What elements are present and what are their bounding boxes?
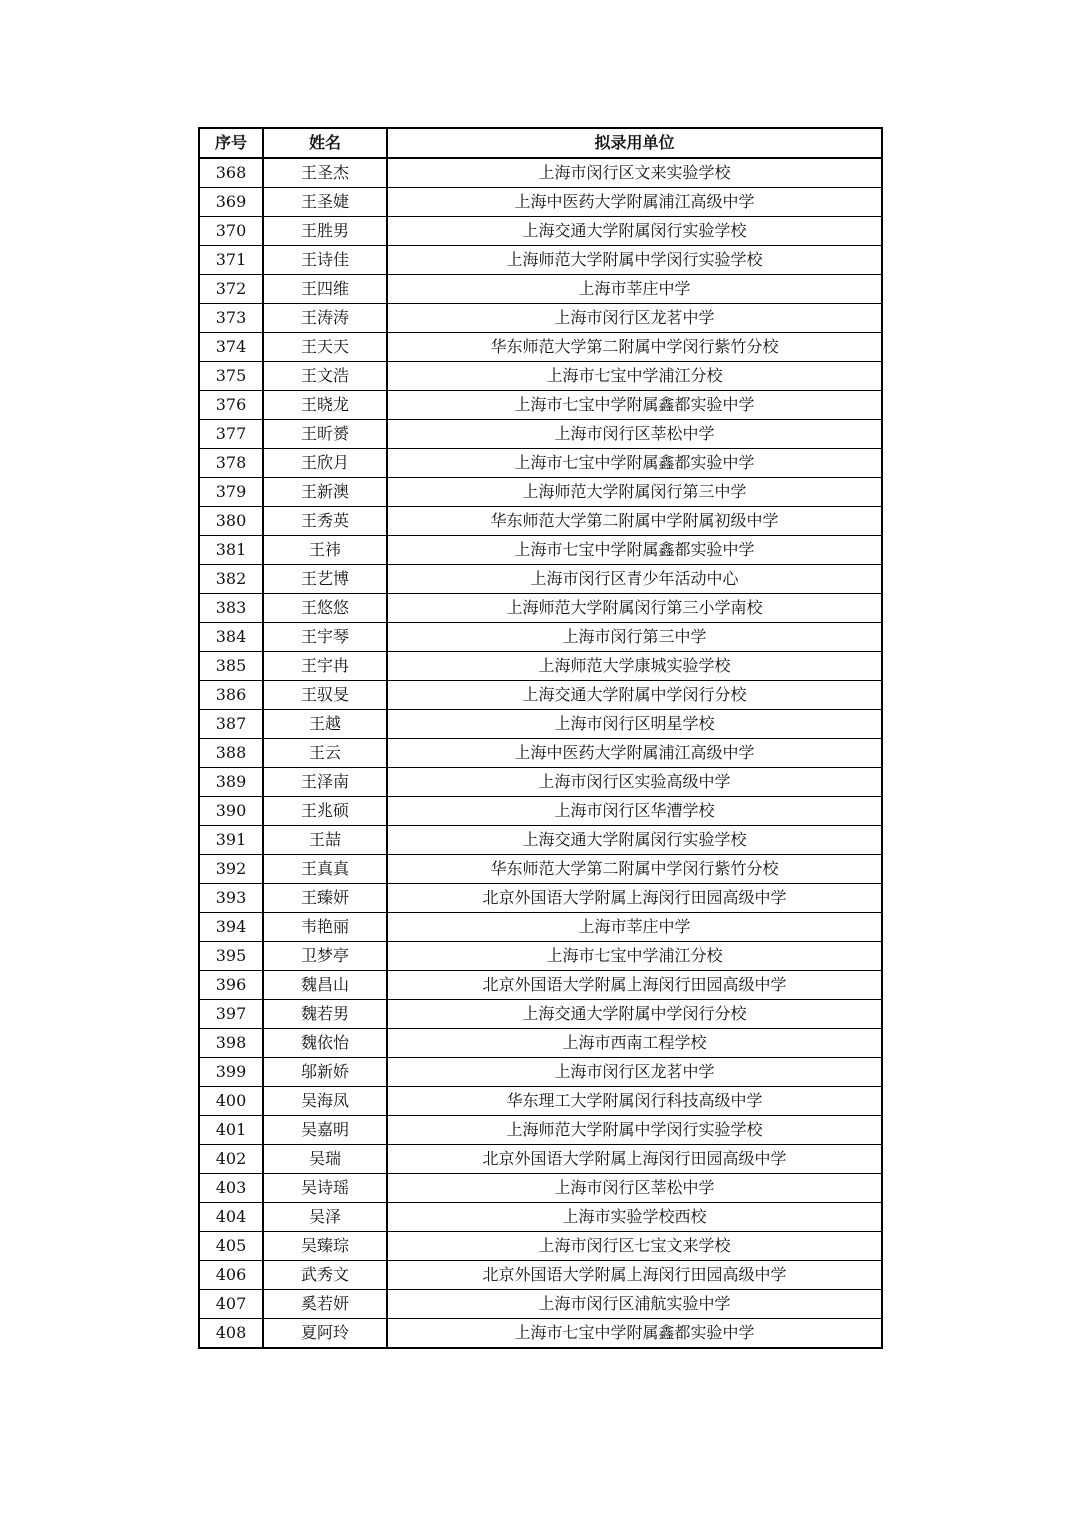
table-row bbox=[199, 304, 882, 333]
header-name: 姓名 bbox=[263, 128, 387, 158]
table-row bbox=[199, 1261, 882, 1290]
cell-serial-number: 406 bbox=[199, 1261, 263, 1290]
cell-employer: 华东师范大学第二附属中学闵行紫竹分校 bbox=[387, 855, 882, 884]
cell-name: 吴海凤 bbox=[263, 1087, 387, 1116]
cell-employer: 上海市闵行区明星学校 bbox=[387, 710, 882, 739]
table-row bbox=[199, 797, 882, 826]
table-row bbox=[199, 1087, 882, 1116]
cell-employer: 上海市七宝中学附属鑫都实验中学 bbox=[387, 1319, 882, 1349]
cell-employer: 上海师范大学康城实验学校 bbox=[387, 652, 882, 681]
cell-name: 王真真 bbox=[263, 855, 387, 884]
cell-serial-number: 379 bbox=[199, 478, 263, 507]
cell-serial-number: 397 bbox=[199, 1000, 263, 1029]
table-row bbox=[199, 449, 882, 478]
cell-serial-number: 401 bbox=[199, 1116, 263, 1145]
table-row bbox=[199, 623, 882, 652]
table-row bbox=[199, 217, 882, 246]
cell-serial-number: 368 bbox=[199, 158, 263, 188]
cell-serial-number: 402 bbox=[199, 1145, 263, 1174]
table-row bbox=[199, 913, 882, 942]
table-row bbox=[199, 681, 882, 710]
cell-employer: 上海市闵行区文来实验学校 bbox=[387, 158, 882, 188]
cell-name: 王越 bbox=[263, 710, 387, 739]
table-row bbox=[199, 826, 882, 855]
cell-serial-number: 384 bbox=[199, 623, 263, 652]
cell-name: 魏若男 bbox=[263, 1000, 387, 1029]
cell-serial-number: 381 bbox=[199, 536, 263, 565]
cell-name: 王涛涛 bbox=[263, 304, 387, 333]
table-row bbox=[199, 565, 882, 594]
cell-name: 吴诗瑶 bbox=[263, 1174, 387, 1203]
cell-serial-number: 405 bbox=[199, 1232, 263, 1261]
cell-name: 夏阿玲 bbox=[263, 1319, 387, 1349]
cell-employer: 上海市七宝中学附属鑫都实验中学 bbox=[387, 391, 882, 420]
cell-name: 王新澳 bbox=[263, 478, 387, 507]
table-row bbox=[199, 1000, 882, 1029]
cell-name: 王云 bbox=[263, 739, 387, 768]
table-row bbox=[199, 594, 882, 623]
cell-name: 邬新娇 bbox=[263, 1058, 387, 1087]
cell-employer: 上海市七宝中学浦江分校 bbox=[387, 942, 882, 971]
cell-serial-number: 404 bbox=[199, 1203, 263, 1232]
cell-serial-number: 387 bbox=[199, 710, 263, 739]
cell-employer: 上海市闵行区龙茗中学 bbox=[387, 304, 882, 333]
cell-employer: 北京外国语大学附属上海闵行田园高级中学 bbox=[387, 1261, 882, 1290]
table-row bbox=[199, 768, 882, 797]
cell-employer: 上海市闵行区青少年活动中心 bbox=[387, 565, 882, 594]
table-row bbox=[199, 1290, 882, 1319]
table-row bbox=[199, 739, 882, 768]
cell-employer: 上海市实验学校西校 bbox=[387, 1203, 882, 1232]
table-row bbox=[199, 1145, 882, 1174]
cell-name: 韦艳丽 bbox=[263, 913, 387, 942]
cell-serial-number: 390 bbox=[199, 797, 263, 826]
cell-employer: 上海市闵行区实验高级中学 bbox=[387, 768, 882, 797]
cell-serial-number: 386 bbox=[199, 681, 263, 710]
cell-name: 王祎 bbox=[263, 536, 387, 565]
cell-serial-number: 385 bbox=[199, 652, 263, 681]
cell-serial-number: 391 bbox=[199, 826, 263, 855]
cell-serial-number: 394 bbox=[199, 913, 263, 942]
table-row bbox=[199, 507, 882, 536]
cell-serial-number: 393 bbox=[199, 884, 263, 913]
table-row bbox=[199, 333, 882, 362]
cell-serial-number: 374 bbox=[199, 333, 263, 362]
cell-serial-number: 407 bbox=[199, 1290, 263, 1319]
cell-name: 王圣婕 bbox=[263, 188, 387, 217]
cell-serial-number: 395 bbox=[199, 942, 263, 971]
table-row bbox=[199, 158, 882, 188]
cell-name: 王圣杰 bbox=[263, 158, 387, 188]
cell-employer: 上海市闵行区七宝文来学校 bbox=[387, 1232, 882, 1261]
table-header-row bbox=[199, 128, 882, 158]
cell-serial-number: 372 bbox=[199, 275, 263, 304]
cell-name: 王艺博 bbox=[263, 565, 387, 594]
cell-employer: 上海市闵行区龙茗中学 bbox=[387, 1058, 882, 1087]
table-row bbox=[199, 1319, 882, 1349]
cell-employer: 上海市闵行第三中学 bbox=[387, 623, 882, 652]
cell-employer: 北京外国语大学附属上海闵行田园高级中学 bbox=[387, 884, 882, 913]
table-row bbox=[199, 1174, 882, 1203]
cell-employer: 上海市西南工程学校 bbox=[387, 1029, 882, 1058]
cell-employer: 上海市七宝中学附属鑫都实验中学 bbox=[387, 449, 882, 478]
cell-name: 吴泽 bbox=[263, 1203, 387, 1232]
table-row bbox=[199, 1116, 882, 1145]
table-row bbox=[199, 1232, 882, 1261]
cell-serial-number: 388 bbox=[199, 739, 263, 768]
cell-serial-number: 370 bbox=[199, 217, 263, 246]
cell-serial-number: 376 bbox=[199, 391, 263, 420]
cell-employer: 上海市七宝中学附属鑫都实验中学 bbox=[387, 536, 882, 565]
table-row bbox=[199, 1029, 882, 1058]
cell-name: 王宇冉 bbox=[263, 652, 387, 681]
cell-name: 王喆 bbox=[263, 826, 387, 855]
cell-name: 魏昌山 bbox=[263, 971, 387, 1000]
cell-serial-number: 369 bbox=[199, 188, 263, 217]
cell-employer: 上海师范大学附属中学闵行实验学校 bbox=[387, 1116, 882, 1145]
cell-name: 王晓龙 bbox=[263, 391, 387, 420]
cell-serial-number: 396 bbox=[199, 971, 263, 1000]
header-employer: 拟录用单位 bbox=[387, 128, 882, 158]
cell-employer: 上海市七宝中学浦江分校 bbox=[387, 362, 882, 391]
cell-serial-number: 408 bbox=[199, 1319, 263, 1349]
cell-serial-number: 398 bbox=[199, 1029, 263, 1058]
cell-name: 吴嘉明 bbox=[263, 1116, 387, 1145]
cell-serial-number: 382 bbox=[199, 565, 263, 594]
cell-name: 王兆硕 bbox=[263, 797, 387, 826]
cell-serial-number: 383 bbox=[199, 594, 263, 623]
table-row bbox=[199, 971, 882, 1000]
cell-name: 王宇琴 bbox=[263, 623, 387, 652]
cell-name: 王臻妍 bbox=[263, 884, 387, 913]
cell-serial-number: 392 bbox=[199, 855, 263, 884]
cell-employer: 上海交通大学附属闵行实验学校 bbox=[387, 826, 882, 855]
cell-name: 吴瑞 bbox=[263, 1145, 387, 1174]
cell-name: 王胜男 bbox=[263, 217, 387, 246]
cell-name: 王驭旻 bbox=[263, 681, 387, 710]
cell-name: 王诗佳 bbox=[263, 246, 387, 275]
cell-name: 吴臻琮 bbox=[263, 1232, 387, 1261]
cell-employer: 华东师范大学第二附属中学附属初级中学 bbox=[387, 507, 882, 536]
cell-name: 奚若妍 bbox=[263, 1290, 387, 1319]
cell-serial-number: 373 bbox=[199, 304, 263, 333]
cell-employer: 上海师范大学附属中学闵行实验学校 bbox=[387, 246, 882, 275]
recruitment-table bbox=[198, 127, 883, 1349]
cell-employer: 上海市莘庄中学 bbox=[387, 913, 882, 942]
cell-name: 王文浩 bbox=[263, 362, 387, 391]
cell-employer: 上海市闵行区浦航实验中学 bbox=[387, 1290, 882, 1319]
cell-serial-number: 389 bbox=[199, 768, 263, 797]
cell-employer: 北京外国语大学附属上海闵行田园高级中学 bbox=[387, 1145, 882, 1174]
cell-name: 武秀文 bbox=[263, 1261, 387, 1290]
table-row bbox=[199, 710, 882, 739]
cell-serial-number: 400 bbox=[199, 1087, 263, 1116]
table-row bbox=[199, 188, 882, 217]
cell-serial-number: 378 bbox=[199, 449, 263, 478]
cell-employer: 上海市莘庄中学 bbox=[387, 275, 882, 304]
table-row bbox=[199, 362, 882, 391]
cell-serial-number: 399 bbox=[199, 1058, 263, 1087]
table-row bbox=[199, 246, 882, 275]
header-serial-number: 序号 bbox=[199, 128, 263, 158]
table-row bbox=[199, 478, 882, 507]
cell-employer: 上海师范大学附属闵行第三中学 bbox=[387, 478, 882, 507]
table-row bbox=[199, 942, 882, 971]
cell-serial-number: 371 bbox=[199, 246, 263, 275]
cell-employer: 上海师范大学附属闵行第三小学南校 bbox=[387, 594, 882, 623]
table-row bbox=[199, 884, 882, 913]
cell-name: 王昕赟 bbox=[263, 420, 387, 449]
cell-serial-number: 377 bbox=[199, 420, 263, 449]
cell-employer: 华东理工大学附属闵行科技高级中学 bbox=[387, 1087, 882, 1116]
cell-serial-number: 375 bbox=[199, 362, 263, 391]
table-row bbox=[199, 1058, 882, 1087]
table-row bbox=[199, 420, 882, 449]
table-row bbox=[199, 275, 882, 304]
cell-serial-number: 403 bbox=[199, 1174, 263, 1203]
cell-name: 王秀英 bbox=[263, 507, 387, 536]
cell-employer: 上海中医药大学附属浦江高级中学 bbox=[387, 188, 882, 217]
cell-employer: 华东师范大学第二附属中学闵行紫竹分校 bbox=[387, 333, 882, 362]
cell-employer: 上海交通大学附属闵行实验学校 bbox=[387, 217, 882, 246]
cell-employer: 上海交通大学附属中学闵行分校 bbox=[387, 1000, 882, 1029]
cell-name: 王四维 bbox=[263, 275, 387, 304]
cell-name: 王泽南 bbox=[263, 768, 387, 797]
table-row bbox=[199, 536, 882, 565]
cell-name: 卫梦亭 bbox=[263, 942, 387, 971]
cell-employer: 上海市闵行区莘松中学 bbox=[387, 1174, 882, 1203]
cell-employer: 上海交通大学附属中学闵行分校 bbox=[387, 681, 882, 710]
cell-employer: 上海市闵行区莘松中学 bbox=[387, 420, 882, 449]
cell-serial-number: 380 bbox=[199, 507, 263, 536]
cell-name: 王欣月 bbox=[263, 449, 387, 478]
table-body bbox=[199, 158, 882, 1348]
cell-name: 王悠悠 bbox=[263, 594, 387, 623]
cell-name: 王天天 bbox=[263, 333, 387, 362]
cell-employer: 北京外国语大学附属上海闵行田园高级中学 bbox=[387, 971, 882, 1000]
table-row bbox=[199, 391, 882, 420]
table-row bbox=[199, 652, 882, 681]
cell-employer: 上海中医药大学附属浦江高级中学 bbox=[387, 739, 882, 768]
cell-employer: 上海市闵行区华漕学校 bbox=[387, 797, 882, 826]
table-row bbox=[199, 855, 882, 884]
cell-name: 魏依怡 bbox=[263, 1029, 387, 1058]
table-row bbox=[199, 1203, 882, 1232]
